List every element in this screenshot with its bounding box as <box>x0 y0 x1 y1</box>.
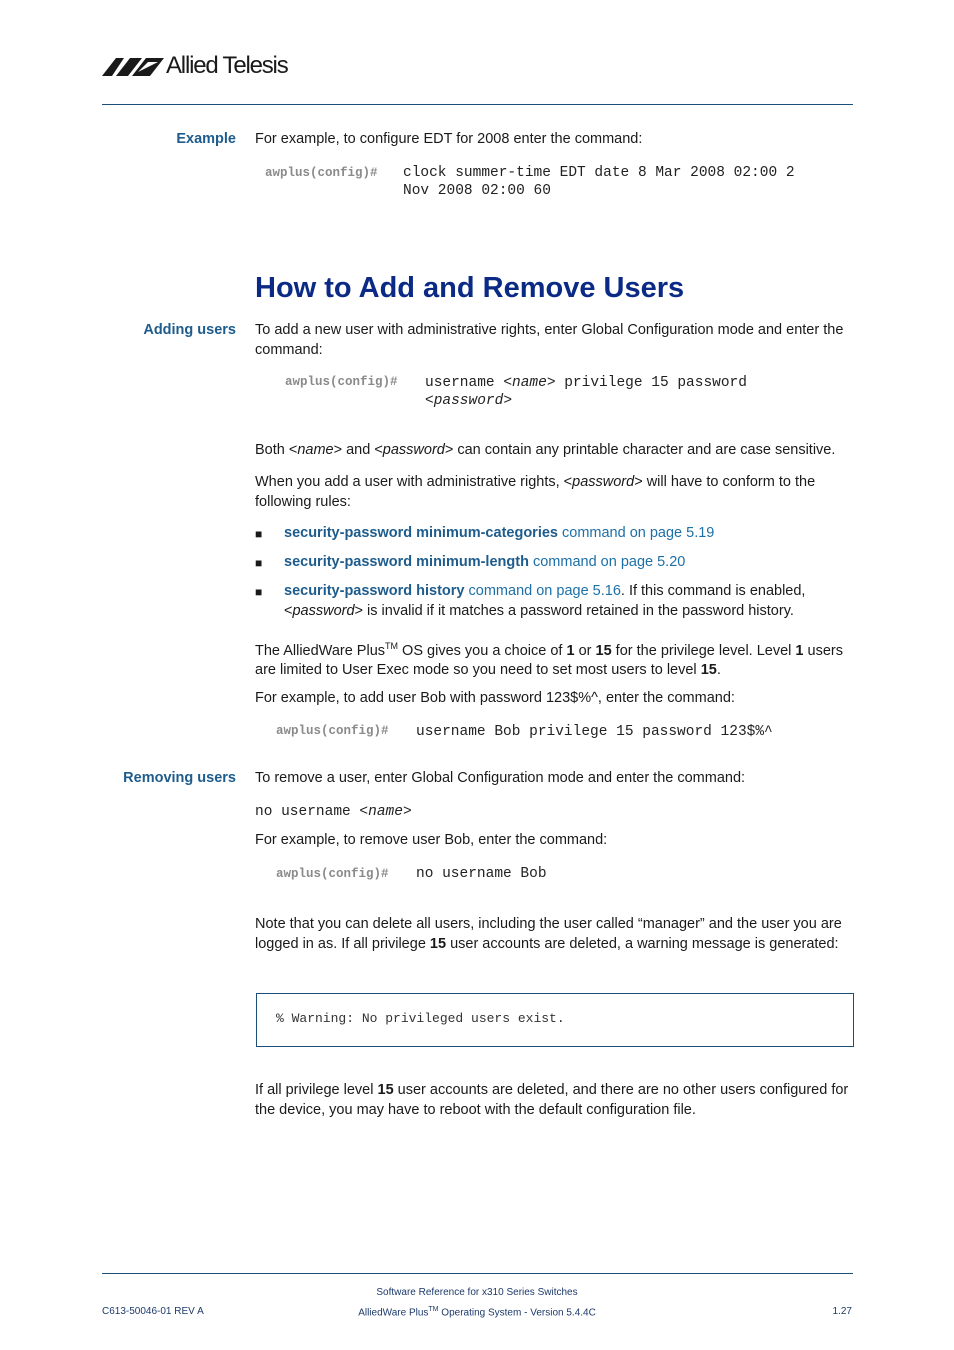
footer-divider <box>102 1273 853 1274</box>
paragraph: For example, to remove user Bob, enter the command: <box>255 832 608 848</box>
command-line: clock summer-time EDT date 8 Mar 2008 02:00 2 <box>403 165 795 181</box>
paragraph: Both <name> and <password> can contain any printable character and are case sensitive. <box>255 442 836 458</box>
command-link[interactable]: security-password minimum-length <box>284 554 529 570</box>
bullet-icon: ■ <box>255 585 263 599</box>
footer-doc-id: C613-50046-01 REV A <box>102 1306 204 1317</box>
command-prompt: awplus(config)# <box>276 867 389 881</box>
paragraph: Note that you can delete all users, including the user called “manager” and the user you are logged in as. If all privilege 15 user accounts are deleted, a warning message is generated: <box>255 916 842 952</box>
warning-message: % Warning: No privileged users exist. <box>276 1011 565 1026</box>
command-link[interactable]: security-password history <box>284 583 465 599</box>
page-ref-link[interactable]: command on page 5.16 <box>464 583 621 599</box>
sidebar-label-removing-users: Removing users <box>123 770 236 786</box>
list-item <box>284 553 854 573</box>
command-line: no username Bob <box>416 866 547 882</box>
command-line: no username <name> <box>255 804 412 820</box>
sidebar-label-example: Example <box>176 131 236 147</box>
command-prompt: awplus(config)# <box>276 724 389 738</box>
sidebar-label-adding-users: Adding users <box>143 322 236 338</box>
command-prompt: awplus(config)# <box>265 166 378 180</box>
adding-intro: To add a new user with administrative rights, enter Global Configuration mode and enter the command: <box>255 322 844 358</box>
warning-box <box>256 993 854 1047</box>
section-title: How to Add and Remove Users <box>255 272 685 304</box>
allied-telesis-logo <box>102 52 297 80</box>
command-link[interactable]: security-password minimum-categories <box>284 525 558 541</box>
logo-wordmark: Allied Telesis <box>166 52 288 79</box>
command-line: <password> <box>425 393 513 409</box>
removing-intro: To remove a user, enter Global Configuration mode and enter the command: <box>255 770 746 786</box>
command-line: username Bob privilege 15 password 123$%^ <box>416 724 773 740</box>
page-ref-link[interactable]: command on page 5.20 <box>528 554 686 570</box>
paragraph: The AlliedWare Plus™ OS gives you a choice of 1 or 15 for the privilege level. Level 1 users are limited to User Exec mode so you need to set most users to level 15. <box>255 641 843 679</box>
page-ref-link[interactable]: command on page 5.19 <box>557 525 715 541</box>
header-divider <box>102 104 853 105</box>
bullet-icon: ■ <box>255 556 263 570</box>
logo-mark-icon <box>102 54 166 78</box>
footer-subtitle: AlliedWare Plus™ Operating System - Version 5.4.4C <box>358 1306 596 1319</box>
command-line: username <name> privilege 15 password <box>425 375 747 391</box>
page-number: 1.27 <box>832 1306 852 1317</box>
list-item <box>284 524 854 544</box>
example-intro: For example, to configure EDT for 2008 enter the command: <box>255 131 643 147</box>
footer-title: Software Reference for x310 Series Switches <box>376 1287 578 1298</box>
list-item: security-password history command on page 5.16. If this command is enabled, <password> is invalid if it matches a password retained in the password history. <box>284 583 806 619</box>
paragraph: If all privilege level 15 user accounts are deleted, and there are no other users configured for the device, you may have to reboot with the default configuration file. <box>255 1082 849 1118</box>
paragraph: For example, to add user Bob with password 123$%^, enter the command: <box>255 690 735 706</box>
command-prompt: awplus(config)# <box>285 375 398 389</box>
paragraph: When you add a user with administrative rights, <password> will have to conform to the following rules: <box>255 474 816 510</box>
bullet-icon: ■ <box>255 527 263 541</box>
command-line: Nov 2008 02:00 60 <box>403 183 551 199</box>
